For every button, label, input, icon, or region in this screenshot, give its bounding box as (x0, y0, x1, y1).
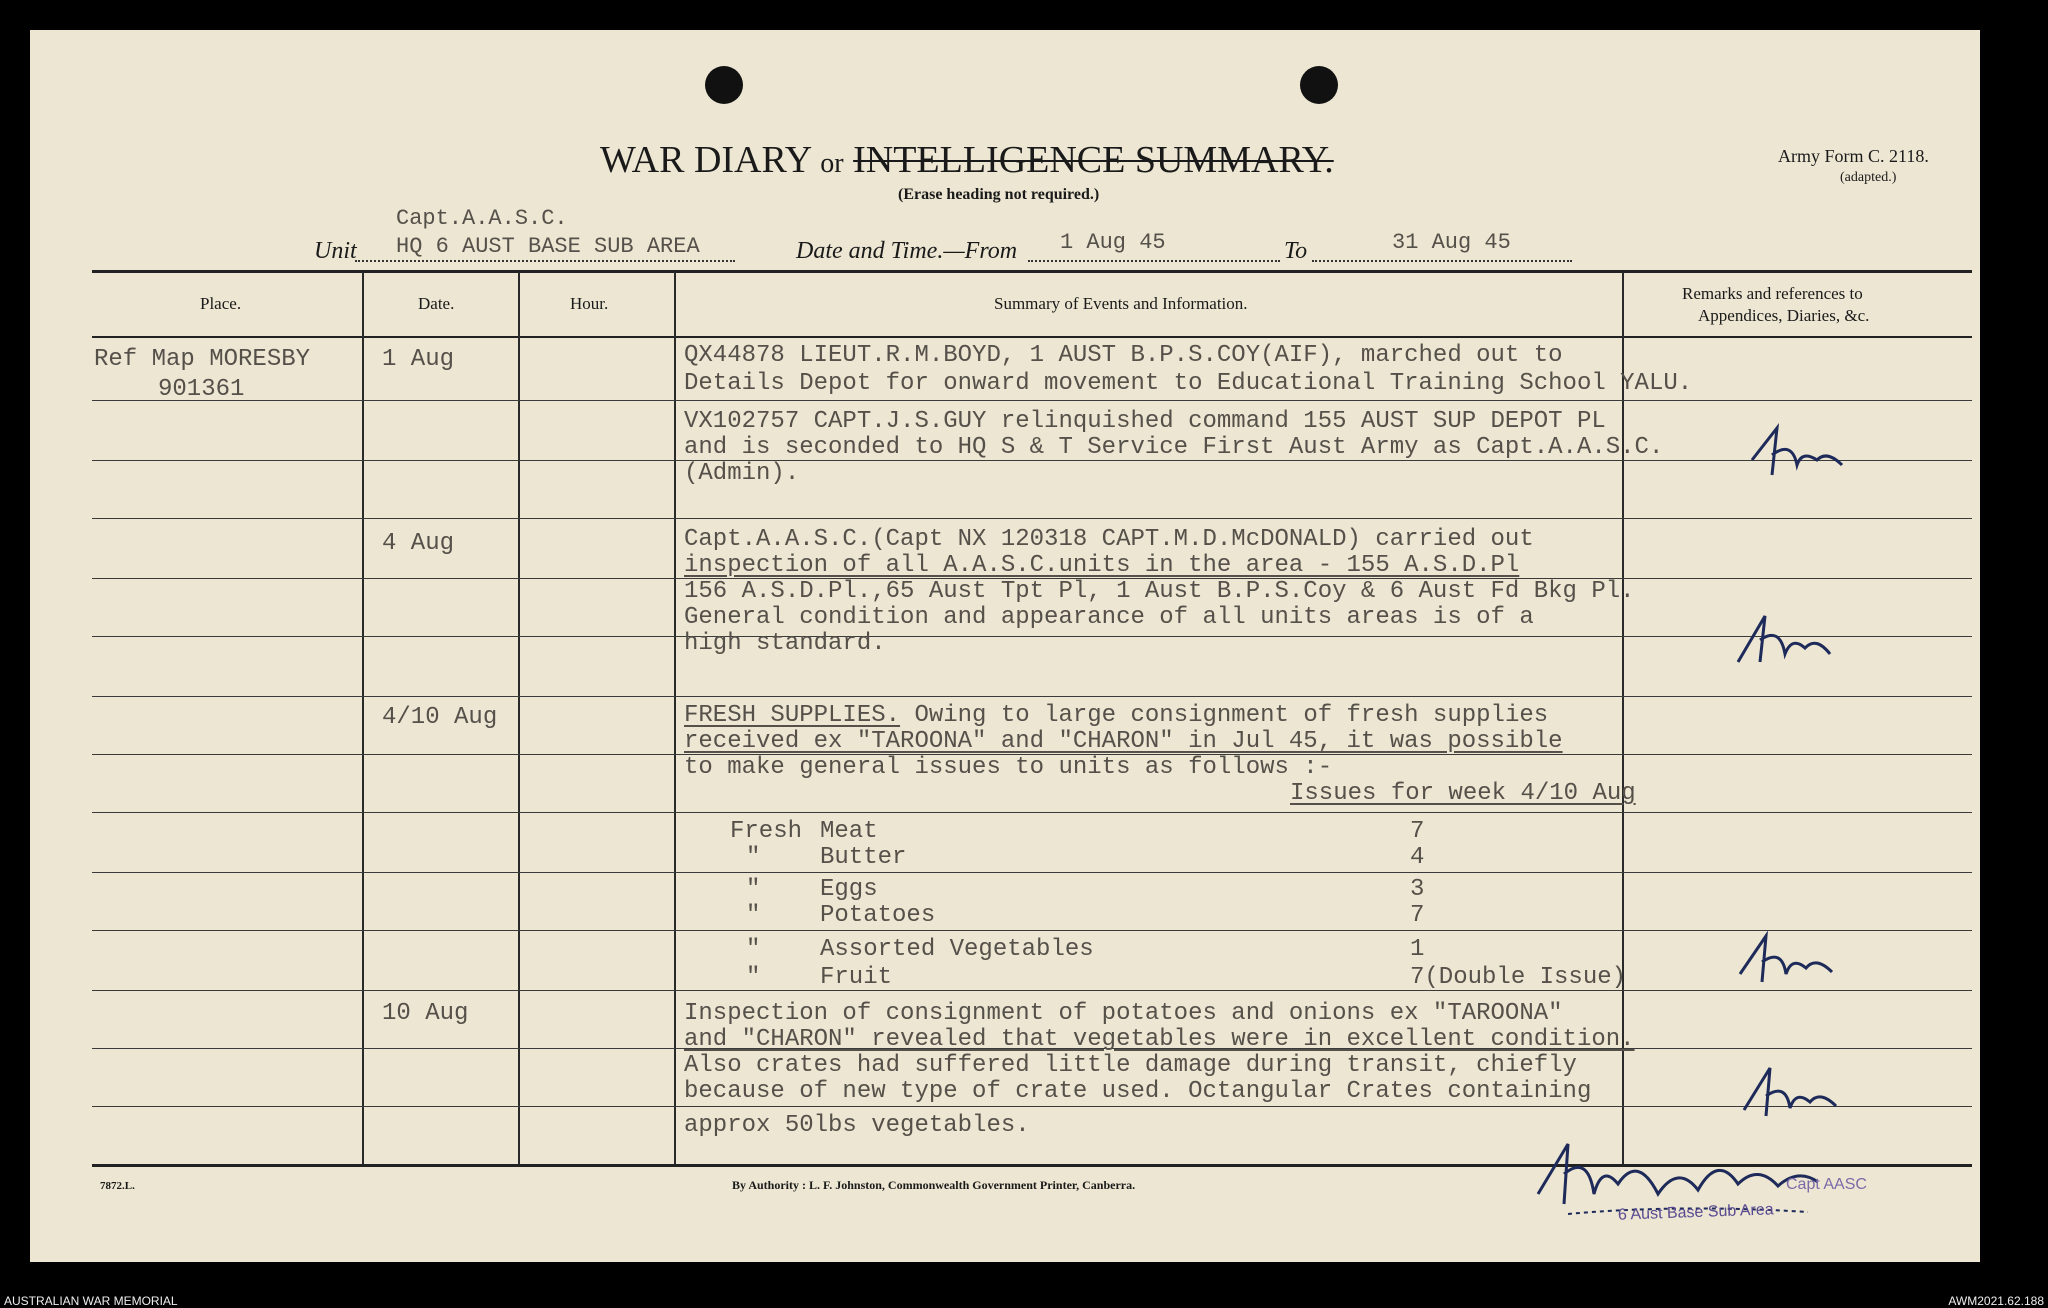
erase-note: (Erase heading not required.) (898, 186, 1100, 203)
col-sep-hour (674, 272, 676, 1164)
issue-prefix: " (746, 844, 761, 871)
entry-line: because of new type of crate used. Octangular Crates containing (684, 1078, 1592, 1105)
issue-prefix: " (746, 936, 761, 963)
issue-qty: 7 (1410, 818, 1425, 845)
remarks-initials (1730, 926, 1840, 996)
issue-item: Butter (820, 844, 907, 871)
issue-item: Meat (820, 818, 878, 845)
header-summary: Summary of Events and Information. (994, 294, 1248, 313)
to-dotted-line (1312, 260, 1572, 262)
unit-dotted-line (355, 260, 735, 262)
entry-line: Also crates had suffered little damage during transit, chiefly (684, 1052, 1577, 1079)
entry-line: QX44878 LIEUT.R.M.BOYD, 1 AUST B.P.S.COY(AIF), marched out to (684, 342, 1563, 369)
rule (92, 872, 1972, 873)
credit-left: AUSTRALIAN WAR MEMORIAL (4, 1294, 178, 1308)
header-place: Place. (200, 294, 242, 313)
date-time-label: Date and Time.—From (796, 238, 1018, 264)
diary-sheet (30, 30, 1980, 1262)
army-form-label: Army Form C. 2118. (1778, 146, 1929, 166)
header-remarks-1: Remarks and references to (1682, 284, 1863, 303)
punch-hole-left (705, 66, 743, 104)
printer-authority: By Authority : L. F. Johnston, Commonwealth Government Printer, Canberra. (732, 1178, 1136, 1192)
issue-prefix: " (746, 902, 761, 929)
issue-qty: 7 (1410, 902, 1425, 929)
rule (92, 696, 1972, 697)
issue-qty: 1 (1410, 936, 1425, 963)
rule (92, 990, 1972, 991)
issue-prefix: " (746, 964, 761, 991)
date-from: 1 Aug 45 (1060, 230, 1166, 255)
form-number: 7872.L. (100, 1180, 135, 1192)
entry-line: FRESH SUPPLIES. Owing to large consignment of fresh supplies (684, 702, 1549, 729)
table-header-border (92, 336, 1972, 338)
issue-qty: 4 (1410, 844, 1425, 871)
issue-item: Potatoes (820, 902, 936, 929)
entry-line: received ex "TAROONA" and "CHARON" in Jul 45, it was possible (684, 728, 1563, 755)
title-or: or (820, 148, 844, 179)
entry-line: and "CHARON" revealed that vegetables were in excellent condition. (684, 1026, 1635, 1053)
remarks-initials (1742, 420, 1852, 490)
issue-prefix: " (746, 876, 761, 903)
remarks-initials (1730, 604, 1840, 674)
rule (92, 930, 1972, 931)
title-war-diary: WAR DIARY (600, 139, 811, 181)
header-hour: Hour. (570, 294, 609, 313)
place-line-2: 901361 (158, 376, 245, 403)
entry-line: Inspection of consignment of potatoes and onions ex "TAROONA" (684, 1000, 1563, 1027)
entry-date: 4 Aug (382, 530, 455, 557)
punch-hole-right (1300, 66, 1338, 104)
date-to: 31 Aug 45 (1392, 230, 1511, 255)
entry-line: approx 50lbs vegetables. (684, 1112, 1030, 1139)
entry-line: Capt.A.A.S.C.(Capt NX 120318 CAPT.M.D.McDONALD) carried out (684, 526, 1534, 553)
rule (92, 400, 1972, 401)
entry-line: 156 A.S.D.Pl.,65 Aust Tpt Pl, 1 Aust B.P.S.Coy & 6 Aust Fd Bkg Pl. (684, 578, 1635, 605)
header-remarks-2: Appendices, Diaries, &c. (1698, 306, 1870, 325)
unit-label: Unit (314, 238, 357, 264)
entry-line: Details Depot for onward movement to Educational Training School YALU. (684, 370, 1693, 397)
entry-line: (Admin). (684, 460, 800, 487)
entry-line: to make general issues to units as follows :- (684, 754, 1333, 781)
issue-item: Assorted Vegetables (820, 936, 1094, 963)
from-dotted-line (1028, 260, 1280, 262)
unit-value: HQ 6 AUST BASE SUB AREA (396, 234, 700, 259)
entry-date: 4/10 Aug (382, 704, 498, 731)
issue-prefix: Fresh (730, 818, 803, 845)
credit-right: AWM2021.62.188 (1948, 1294, 2044, 1308)
issue-item: Eggs (820, 876, 878, 903)
col-sep-place (362, 272, 364, 1164)
unit-rank: Capt.A.A.S.C. (396, 206, 568, 231)
issue-qty: 7(Double Issue) (1410, 964, 1627, 991)
issue-item: Fruit (820, 964, 893, 991)
rule (92, 518, 1972, 519)
place-line-1: Ref Map MORESBY (94, 346, 311, 373)
issue-qty: 3 (1410, 876, 1425, 903)
title-intelligence-summary: INTELLIGENCE SUMMARY. (853, 139, 1334, 181)
fresh-supplies-heading: FRESH SUPPLIES. (684, 702, 901, 729)
entry-date: 1 Aug (382, 346, 455, 373)
to-label: To (1284, 238, 1308, 264)
remarks-initials (1732, 1060, 1842, 1130)
adapted-label: (adapted.) (1840, 170, 1897, 185)
table-top-border (92, 270, 1972, 273)
stamp-rank: Capt AASC (1786, 1176, 1867, 1193)
rule (92, 636, 1972, 637)
rule (92, 1106, 1972, 1107)
stamp-unit: 6 Aust Base Sub Area (1617, 1201, 1774, 1224)
header-date: Date. (418, 294, 455, 313)
form-title (600, 138, 1334, 182)
rule (92, 812, 1972, 813)
col-sep-date (518, 272, 520, 1164)
entry-line: inspection of all A.A.S.C.units in the area - 155 A.S.D.Pl (684, 552, 1520, 579)
entry-line: and is seconded to HQ S & T Service First Aust Army as Capt.A.A.S.C. (684, 434, 1664, 461)
entry-date: 10 Aug (382, 1000, 469, 1027)
entry-line: high standard. (684, 630, 886, 657)
entry-line: VX102757 CAPT.J.S.GUY relinquished command 155 AUST SUP DEPOT PL (684, 408, 1606, 435)
issues-title: Issues for week 4/10 Aug (1290, 780, 1636, 807)
entry-line: General condition and appearance of all units areas is of a (684, 604, 1534, 631)
